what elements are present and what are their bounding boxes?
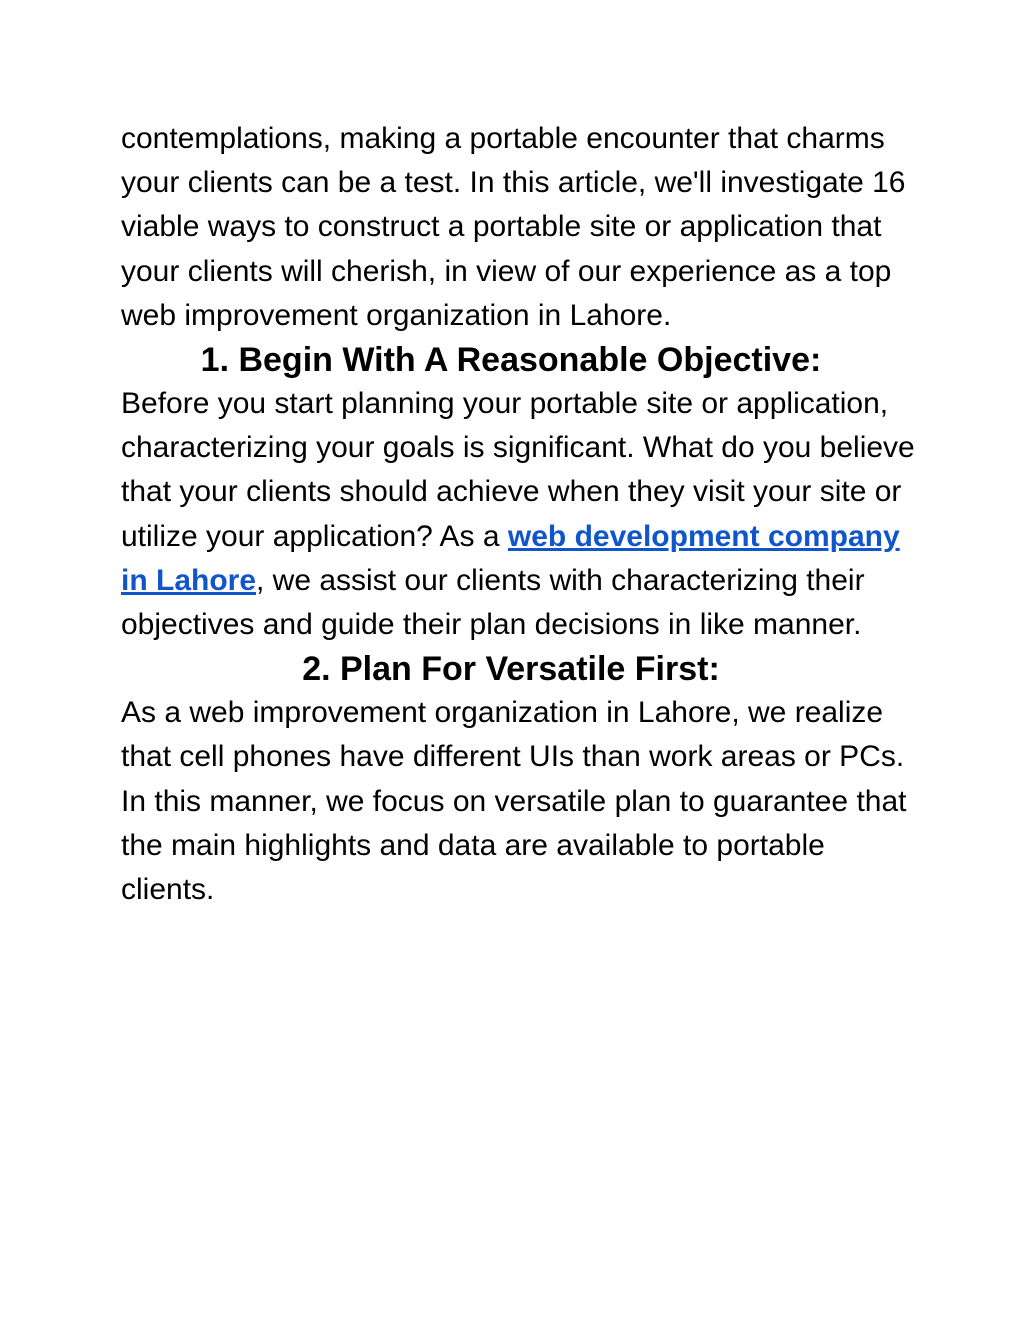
intro-paragraph: contemplations, making a portable encounter that charms your clients can be a test. In this article, we'll investigate 16 viable ways to construct a portable site or application that your clients will cherish, in view of our experience as a top web improvement organization in Lahore. — [121, 122, 906, 332]
section-1-text-after-link: , we assist our clients with characterizing their objectives and guide their plan decisions in like manner. — [121, 563, 865, 642]
section-2-heading: 2. Plan For Versatile First: — [302, 650, 720, 689]
web-development-company-link[interactable]: web development company in Lahore — [121, 519, 900, 597]
section-1-heading: 1. Begin With A Reasonable Objective: — [200, 341, 822, 380]
document-page — [121, 117, 921, 912]
section-1-paragraph — [121, 382, 921, 647]
section-1-text-before-link: Before you start planning your portable site or application, characterizing your goals is significant. What do you believe that your clients should achieve when they visit your site or utilize your application? As a — [121, 387, 915, 553]
section-2-paragraph: As a web improvement organization in Lahore, we realize that cell phones have different UIs than work areas or PCs. In this manner, we focus on versatile plan to guarantee that the main highlights and data are available to portable clients. — [121, 696, 907, 907]
